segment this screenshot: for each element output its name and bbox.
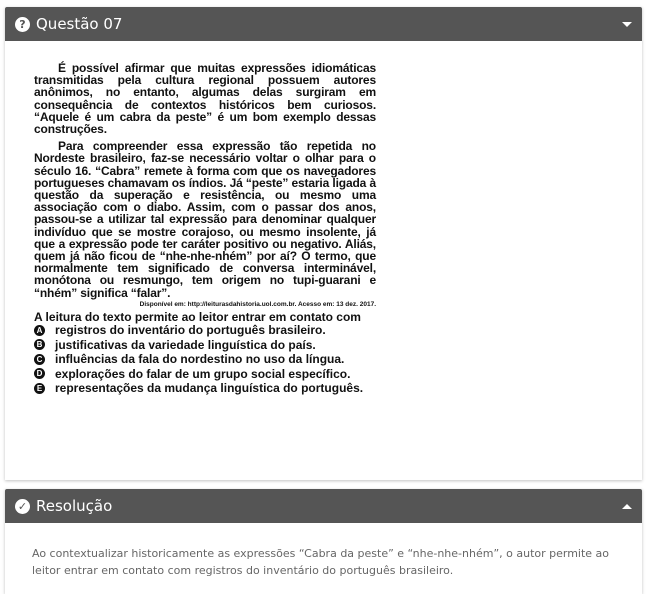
option-c: [34, 352, 376, 367]
resolution-text: Ao contextualizar historicamente as expressões “Cabra da peste” e “nhe-nhe-nhém”, o autor permite ao leitor entrar em contato com registros do inventário do português brasileiro.: [32, 547, 610, 577]
option-b: [34, 338, 376, 353]
option-letter-icon: E: [34, 383, 45, 394]
option-letter-icon: D: [34, 368, 45, 379]
question-circle-icon: ?: [15, 17, 30, 32]
option-e: [34, 381, 376, 396]
resolution-title: Resolução: [36, 497, 113, 515]
option-text: influências da fala do nordestino no uso da língua.: [55, 352, 345, 367]
question-panel-header[interactable]: [5, 7, 642, 41]
chevron-up-icon[interactable]: [622, 504, 632, 509]
passage-paragraph: É possível afirmar que muitas expressões idiomáticas transmitidas pela cultura regional possuem autores anônimos, no entanto, algumas delas surgiram em consequência de contextos históricos bem curiosos. “Aquele é um cabra da peste” é um bom exemplo dessas construções.: [34, 61, 376, 137]
resolution-panel-header[interactable]: [5, 489, 642, 523]
option-text: representações da mudança linguística do português.: [55, 381, 364, 396]
option-text: explorações do falar de um grupo social específico.: [55, 366, 351, 381]
question-title: Questão 07: [36, 15, 123, 33]
option-d: [34, 367, 376, 382]
question-stem: A leitura do texto permite ao leitor entrar em contato com: [34, 309, 361, 324]
chevron-down-icon[interactable]: [622, 22, 632, 27]
option-a: [34, 323, 376, 338]
option-letter-icon: B: [34, 339, 45, 350]
option-letter-icon: C: [34, 354, 45, 365]
option-letter-icon: A: [34, 325, 45, 336]
check-circle-icon: ✓: [15, 499, 30, 514]
passage-paragraph: Para compreender essa expressão tão repetida no Nordeste brasileiro, faz-se necessário voltar o olhar para o século 16. “Cabra” remete à forma com que os navegadores portugueses chamavam os índios. Já “peste” estaria ligada à questão da superação e resistência, ou mesmo uma associação com o diabo. Assim, com o passar dos anos, passou-se a utilizar tal expressão para denominar qualquer indivíduo que se mostre corajoso, ou mesmo insolente, já que a expressão pode ter caráter positivo ou negativo. Aliás, quem já não ficou de “nhe-nhe-nhém” por aí? O termo, que normalmente tem significado de conversa interminável, monótona ou resmungo, tem origem no tupi-guarani e “nhém” significa “falar”.: [34, 139, 376, 300]
question-image-text: [34, 62, 376, 396]
option-text: registros do inventário do português brasileiro.: [55, 323, 326, 338]
passage-source: Disponível em: http://leiturasdahistoria.uol.com.br. Acesso em: 13 dez. 2017.: [139, 300, 376, 308]
option-text: justificativas da variedade linguística do país.: [55, 337, 316, 352]
